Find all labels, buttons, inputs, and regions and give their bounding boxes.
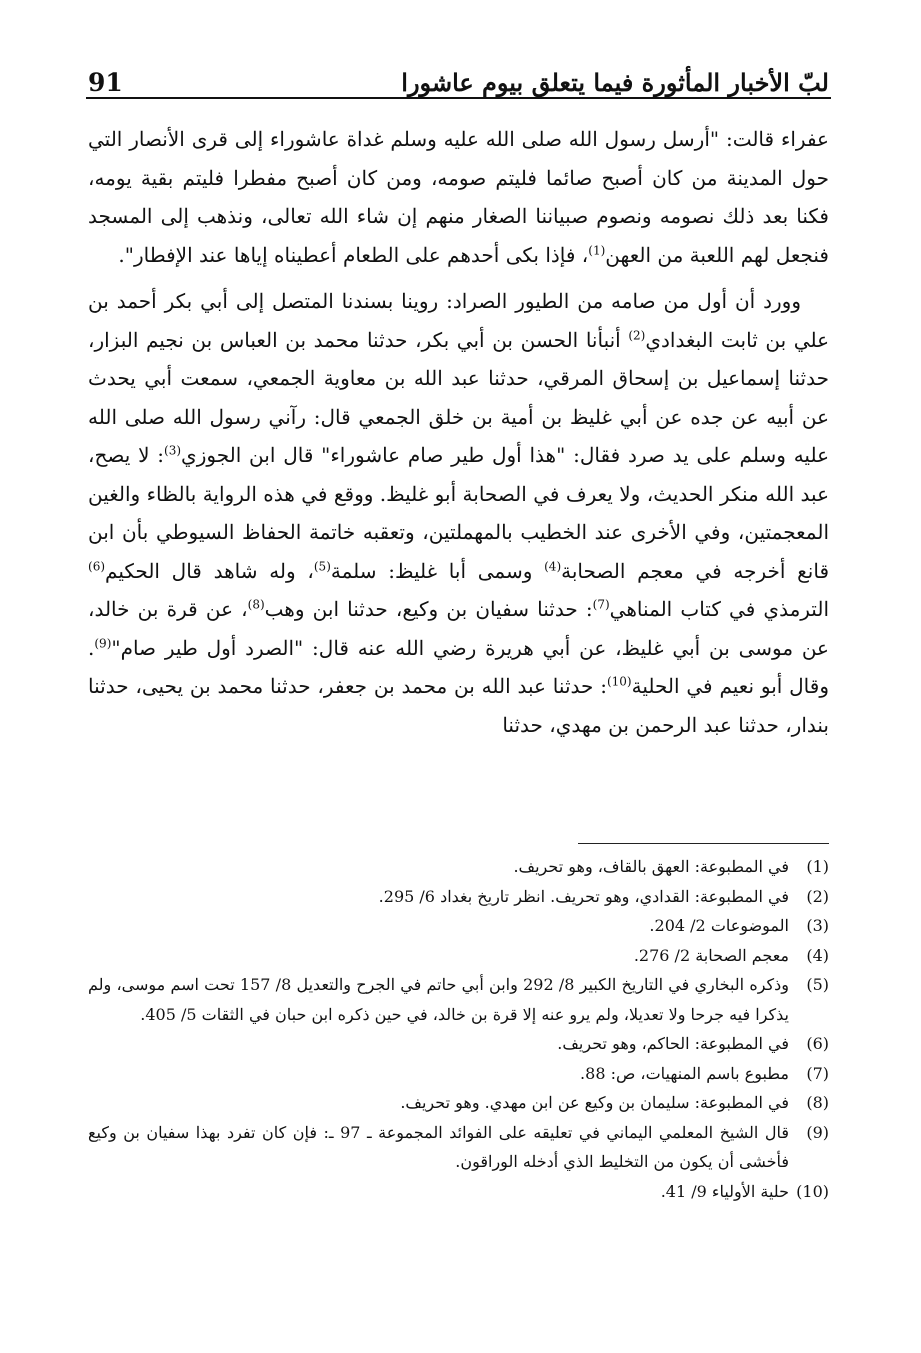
- text-run: وورد أن أول من صامه من الطيور الصراد: روينا بسندنا المتصل إلى أبي بكر أحمد بن علي بن ثابت البغدادي: [88, 289, 829, 352]
- footnote-number: (5): [806, 975, 829, 994]
- footnote-marker: (1): [588, 242, 606, 257]
- footnote-item: [88, 941, 829, 971]
- text-run: ، عن قرة بن خالد، عن موسى بن أبي غليظ، عن أبي هريرة رضي الله عنه قال: "الصرد أول طير صام": [88, 597, 829, 660]
- footnote-text: حلية الأولياء 9/ 41.: [660, 1181, 789, 1201]
- footnote-item: [88, 882, 829, 912]
- footnote-separator: [578, 843, 829, 844]
- footnote-number: (4): [806, 945, 829, 965]
- footnote-item: [88, 1088, 829, 1118]
- footnote-text: في المطبوعة: العهق بالقاف، وهو تحريف.: [513, 857, 789, 876]
- footnote-marker: (6): [88, 558, 106, 573]
- footnote-number: (2): [806, 886, 829, 906]
- footnote-text: في المطبوعة: الحاكم، وهو تحريف.: [557, 1034, 789, 1053]
- footnote-number: (8): [806, 1093, 829, 1112]
- footnote-marker: (9): [94, 635, 112, 650]
- page-header: [88, 52, 829, 100]
- footnote-number: (9): [806, 1122, 829, 1142]
- header-rule: [86, 97, 831, 99]
- text-run: : لا يصح، عبد الله منكر الحديث، ولا يعرف في الصحابة أبو غليظ. ووقع في هذه الرواية بالظاء والغين المعجمتين، وفي الأخرى عند الخطيب بالمهملتين، وتعقبه خاتمة الحفاظ السيوطي بأن ابن قانع أخرجه في معجم الصحابة: [88, 443, 829, 583]
- text-run: عفراء قالت: "أرسل رسول الله صلى الله عليه وسلم غداة عاشوراء إلى قرى الأنصار التي حول المدينة من كان أصبح صائما فليتم صومه، ومن كان أصبح مفطرا فليتم بقية يومه، فكنا بعد ذلك نصومه ونصوم صبياننا الصغار منهم إن شاء الله تعالى، ونذهب إلى المسجد فنجعل لهم اللعبة من العهن: [88, 127, 829, 267]
- footnote-number: (10): [796, 1181, 829, 1201]
- footnote-marker: (4): [544, 558, 562, 573]
- text-run: وسمى أبا غليظ: سلمة: [330, 558, 545, 583]
- footnote-item: [88, 911, 829, 941]
- footnote-text: معجم الصحابة 2/ 276.: [633, 945, 789, 965]
- footnote-text: قال الشيخ المعلمي اليماني في تعليقه على الفوائد المجموعة ـ 97 ـ: فإن كان تفرد بهذا سفيان بن وكيع فأخشى أن يكون من التخليط الذي أدخله الوراقون.: [88, 1122, 790, 1171]
- body-paragraph: [88, 120, 829, 274]
- text-run: . وقال أبو نعيم في الحلية: [88, 635, 829, 698]
- footnote-text: الموضوعات 2/ 204.: [649, 916, 789, 935]
- body-paragraph: [88, 282, 829, 744]
- footnote-item: [88, 1029, 829, 1059]
- page-number: 91: [88, 68, 123, 97]
- text-run: ، فإذا بكى أحدهم على الطعام أعطيناه إياها عند الإفطار".: [118, 242, 589, 267]
- footnote-number: (7): [806, 1063, 829, 1083]
- footnote-item: [88, 1177, 829, 1207]
- text-run: : حدثنا عبد الله بن محمد بن جعفر، حدثنا محمد بن يحيى، حدثنا بندار، حدثنا عبد الرحمن بن مهدي، حدثنا: [88, 674, 829, 737]
- footnote-number: (3): [806, 916, 829, 935]
- footnote-item: [88, 852, 829, 882]
- footnote-marker: (5): [313, 558, 331, 573]
- footnote-marker: (8): [247, 597, 265, 612]
- footnote-item: [88, 1118, 829, 1177]
- footnote-marker: (7): [592, 597, 610, 612]
- footnote-number: (1): [806, 857, 829, 876]
- footnote-text: في المطبوعة: القدادي، وهو تحريف. انظر تاريخ بغداد 6/ 295.: [378, 886, 789, 906]
- footnote-text: وذكره البخاري في التاريخ الكبير 8/ 292 وابن أبي حاتم في الجرح والتعديل 8/ 157 تحت اسم موسى، ولم يذكرا فيه جرحا ولا تعديلا، ولم يرو عنه إلا قرة بن خالد، في حين ذكره ابن حبان في الثقات 5/ 405.: [88, 975, 790, 1024]
- main-text: [88, 120, 829, 752]
- footnote-number: (6): [806, 1034, 829, 1053]
- footnote-marker: (10): [606, 674, 632, 689]
- footnote-item: [88, 1059, 829, 1089]
- text-run: الترمذي في كتاب المناهي: [609, 597, 829, 621]
- footnotes: [88, 852, 829, 1206]
- footnote-marker: (3): [164, 443, 182, 458]
- text-run: ، وله شاهد قال الحكيم: [105, 558, 314, 583]
- running-title: لبّ الأخبار المأثورة فيما يتعلق بيوم عاشورا: [401, 68, 829, 97]
- text-run: : حدثنا سفيان بن وكيع، حدثنا ابن وهب: [264, 597, 593, 621]
- footnote-text: مطبوع باسم المنهيات، ص: 88.: [580, 1063, 789, 1083]
- text-run: أنبأنا الحسن بن أبي بكر، حدثنا محمد بن العباس بن نجيم البزار، حدثنا إسماعيل بن إسحاق المرقي، حدثنا عبد الله بن معاوية الجمعي، سمعت أبي يحدث عن أبيه عن جده عن أبي غليظ بن أمية بن خلق الجمعي قال: رآني رسول الله صلى الله عليه وسلم على يد صرد فقال: "هذا أول طير صام عاشوراء" قال ابن الجوزي: [88, 327, 830, 467]
- footnote-item: [88, 970, 829, 1029]
- footnote-text: في المطبوعة: سليمان بن وكيع عن ابن مهدي. وهو تحريف.: [400, 1093, 789, 1112]
- footnote-marker: (2): [628, 327, 646, 342]
